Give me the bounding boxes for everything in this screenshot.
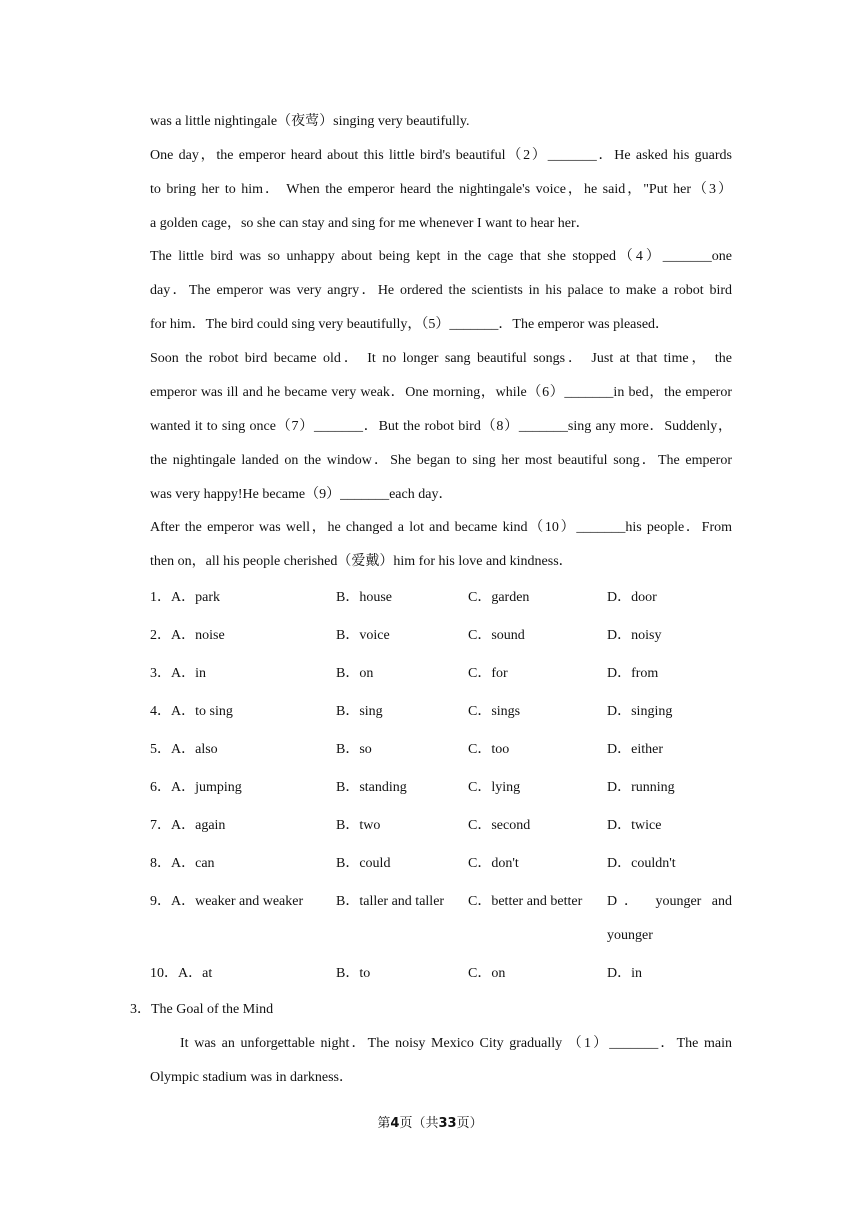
option-c: C．for	[468, 666, 508, 681]
option-b: B．two	[336, 818, 381, 833]
option-c: C．second	[468, 818, 531, 833]
option-d: D．in	[607, 966, 642, 981]
passage-line: wanted it to sing once（7）_______．But the robot bird（8）_______sing any more．Suddenly，	[150, 419, 732, 434]
option-b: B．standing	[336, 780, 407, 795]
passage-line: was very happy!He became（9）_______each day．	[150, 487, 453, 502]
footer-prefix: 第	[377, 1116, 391, 1131]
footer-page-number: 4	[390, 1116, 400, 1131]
passage-line: for him．The bird could sing very beautifully，（5）_______．The emperor was pleased．	[150, 317, 670, 332]
passage-line: Olympic stadium was in darkness．	[150, 1070, 353, 1085]
page-footer	[0, 1112, 860, 1131]
passage-line: to bring her to him． When the emperor heard the nightingale's voice，he said，"Put her（3）	[150, 182, 732, 197]
option-a: 5．A．also	[150, 742, 218, 757]
question-row-6	[150, 779, 740, 797]
option-a: 9．A．weaker and weaker	[150, 894, 304, 909]
option-d: D．either	[607, 742, 663, 757]
passage-line: It was an unforgettable night．The noisy Mexico City gradually （1）_______．The main	[180, 1036, 732, 1051]
question-row-1	[150, 589, 740, 607]
question-row-8	[150, 855, 740, 873]
option-c: C．lying	[468, 780, 521, 795]
option-c: C．too	[468, 742, 510, 757]
passage-line: then on，all his people cherished（爱戴）him for his love and kindness．	[150, 554, 573, 569]
option-c: C．better and better	[468, 894, 583, 909]
passage-line: a golden cage，so she can stay and sing for me whenever I want to hear her．	[150, 216, 590, 231]
question-row-2	[150, 627, 740, 645]
option-a: 4．A．to sing	[150, 704, 233, 719]
question-row-5	[150, 741, 740, 759]
footer-suffix: 页）	[456, 1116, 483, 1131]
option-c: C．on	[468, 966, 506, 981]
option-b: B．so	[336, 742, 372, 757]
footer-total-pages: 33	[438, 1116, 457, 1131]
option-b: B．house	[336, 590, 392, 605]
option-b: B．on	[336, 666, 374, 681]
option-a: 7．A．again	[150, 818, 226, 833]
option-b: B．to	[336, 966, 371, 981]
option-b: B．voice	[336, 628, 390, 643]
option-d: D．door	[607, 590, 657, 605]
option-b: B．could	[336, 856, 391, 871]
passage-line: was a little nightingale（夜莺）singing very beautifully.	[150, 114, 470, 129]
option-b: B．taller and taller	[336, 894, 445, 909]
question-row-9-cont	[150, 927, 740, 945]
option-d: D．noisy	[607, 628, 662, 643]
option-d: D． younger and	[607, 894, 732, 909]
option-b: B．sing	[336, 704, 383, 719]
option-c: C．sound	[468, 628, 525, 643]
option-a: 8．A．can	[150, 856, 215, 871]
option-c: C．garden	[468, 590, 530, 605]
option-d-continued: younger	[607, 928, 653, 943]
option-a: 2．A．noise	[150, 628, 225, 643]
question-row-7	[150, 817, 740, 835]
passage-line: One day，the emperor heard about this little bird's beautiful（2）_______．He asked his guards	[150, 148, 732, 163]
passage-line: the nightingale landed on the window．She began to sing her most beautiful song．The emperor	[150, 453, 732, 468]
option-d: D．twice	[607, 818, 662, 833]
passage-line: The little bird was so unhappy about being kept in the cage that she stopped（4）_______one	[150, 249, 732, 264]
option-d: D．couldn't	[607, 856, 676, 871]
question-row-10	[150, 965, 740, 983]
option-d: D．from	[607, 666, 659, 681]
option-d: D．singing	[607, 704, 673, 719]
footer-middle: 页（共	[399, 1116, 439, 1131]
passage-line: Soon the robot bird became old． It no longer sang beautiful songs． Just at that time， the	[150, 351, 732, 366]
option-a: 1．A．park	[150, 590, 220, 605]
passage-line: After the emperor was well，he changed a lot and became kind（10）_______his people．From	[150, 520, 732, 535]
option-d: D．running	[607, 780, 675, 795]
question-row-4	[150, 703, 740, 721]
section-title: 3．The Goal of the Mind	[130, 1002, 274, 1017]
option-c: C．don't	[468, 856, 519, 871]
passage-line: day．The emperor was very angry．He ordered the scientists in his palace to make a robot bird	[150, 283, 732, 298]
passage-line: emperor was ill and he became very weak．One morning，while（6）_______in bed，the emperor	[150, 385, 732, 400]
option-c: C．sings	[468, 704, 521, 719]
question-row-9	[150, 893, 740, 911]
option-a: 3．A．in	[150, 666, 206, 681]
question-row-3	[150, 665, 740, 683]
option-a: 10．A．at	[150, 966, 213, 981]
option-a: 6．A．jumping	[150, 780, 242, 795]
